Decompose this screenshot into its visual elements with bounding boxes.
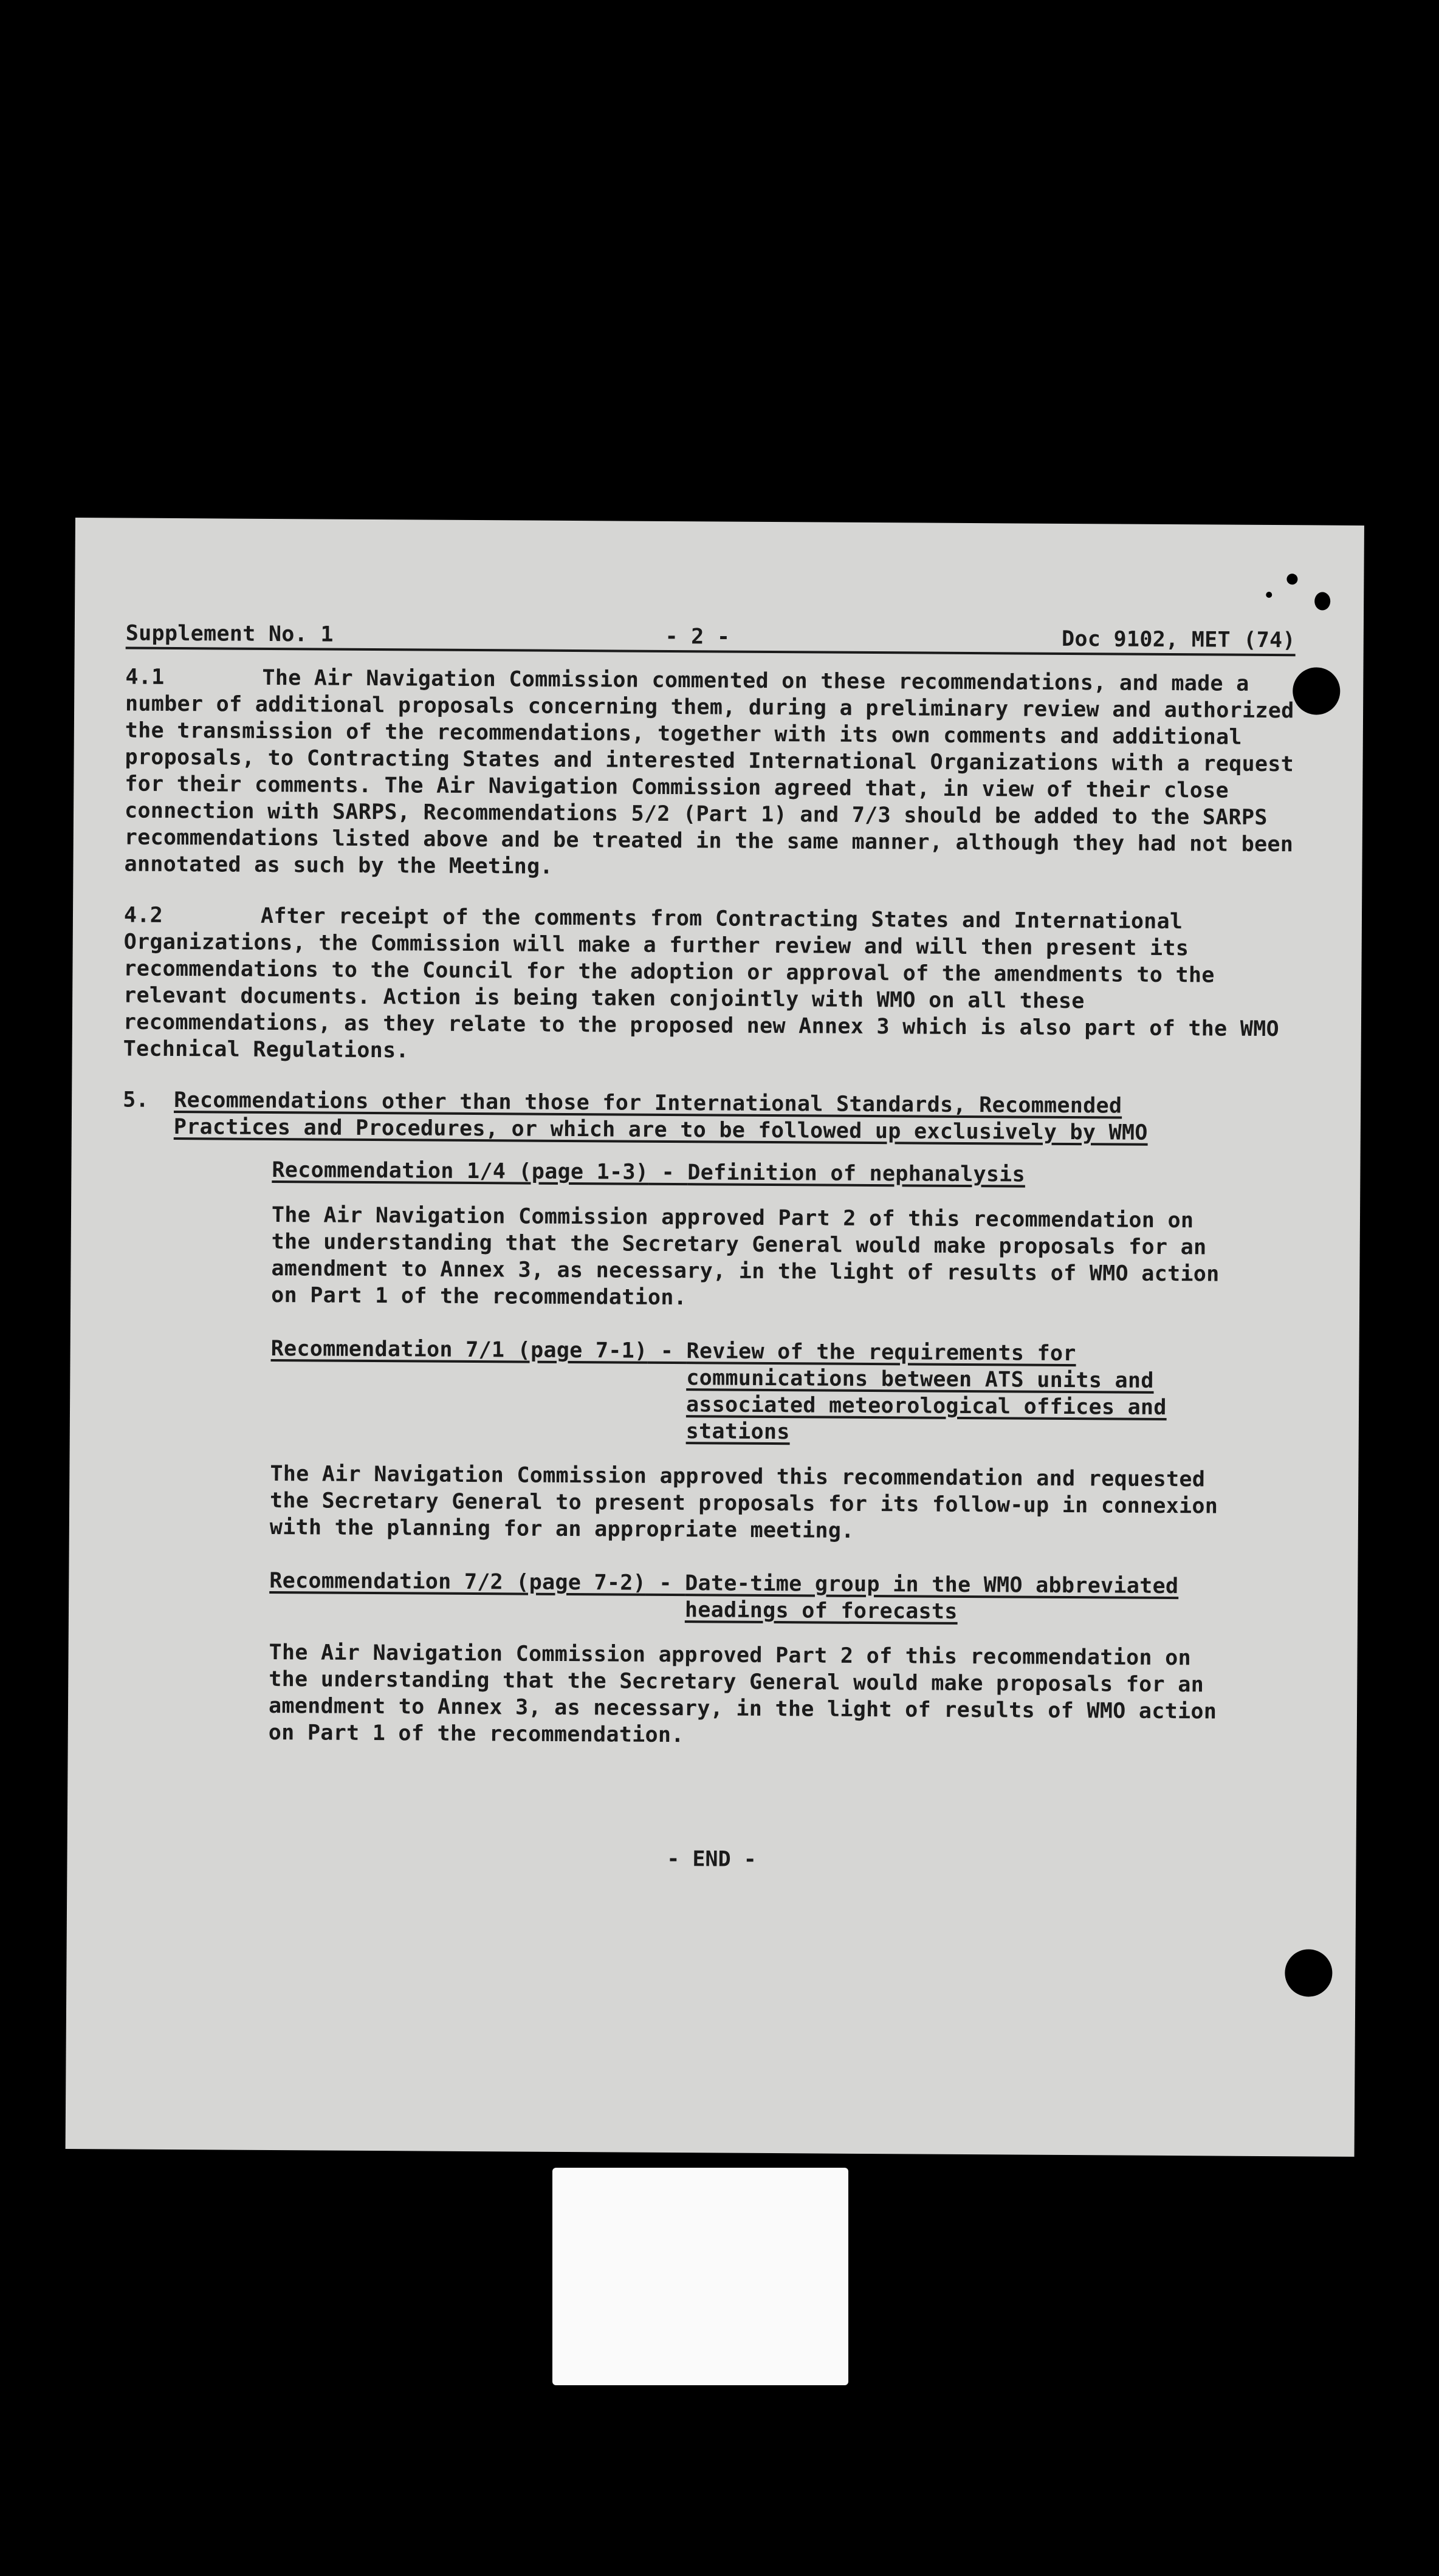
page-header: [126, 620, 1296, 657]
recommendation-heading: Recommendation 7/2 (page 7-2) - Date-time group in the WMO abbreviated headings of forecasts: [269, 1567, 1266, 1627]
recommendation-code: Recommendation 7/1 (page 7-1): [270, 1336, 648, 1363]
recommendation-code: Recommendation 7/2 (page 7-2): [269, 1568, 647, 1595]
recommendation-body: The Air Navigation Commission approved this recommendation and requested the Secretary General to present proposals for its follow-up in connexion with the planning for an appropriate meeting.: [269, 1461, 1218, 1543]
paragraph-number: 4.2: [123, 903, 163, 928]
recommendation-body: The Air Navigation Commission approved Part 2 of this recommendation on the understanding that the Secretary General would make proposals for an amendment to Annex 3, as necessary, in the light of results of WMO action on Part 1 of the recommendation.: [268, 1640, 1217, 1748]
paragraph-text: After receipt of the comments from Contracting States and International Organizations, the Commission will make a further review and will then present its recommendations to the Council for the adoption or approval of the amendments to the relevant documents. Action is being taken conjointly with WMO on all these recommendations, as they relate to the proposed new Annex 3 which is also part of the WMO Technical Regulations.: [123, 903, 1280, 1063]
recommendation-heading: Recommendation 7/1 (page 7-1) - Review of the requirements for communications between ATS units and associated meteorological offices and stations: [270, 1335, 1268, 1448]
recommendation-7-1: [270, 1335, 1268, 1547]
paragraph-number: 4.1: [125, 665, 165, 690]
recommendation-subject: Review of the requirements for communications between ATS units and associated meteorological offices and stations: [685, 1339, 1167, 1445]
section-5-heading: [123, 1086, 1293, 1147]
blank-target-card: [552, 2168, 848, 2385]
header-doc-ref: Doc 9102, MET (74): [1061, 626, 1296, 653]
recommendation-body: The Air Navigation Commission approved Part 2 of this recommendation on the understanding that the Secretary General would make proposals for an amendment to Annex 3, as necessary, in the light of results of WMO action on Part 1 of the recommendation.: [271, 1202, 1220, 1310]
paragraph-4-2: [123, 902, 1294, 1070]
section-number: 5.: [123, 1088, 149, 1112]
recommendation-subject: Date-time group in the WMO abbreviated headings of forecasts: [684, 1571, 1179, 1624]
dust-speck: [1286, 574, 1297, 584]
document-text: [118, 620, 1296, 1780]
header-page-number: - 2 -: [665, 624, 730, 649]
section-title: Recommendations other than those for International Standards, Recommended Practices and Procedures, or which are to be followed up exclusively by WMO: [173, 1088, 1148, 1145]
dust-speck: [1314, 592, 1330, 610]
header-supplement: Supplement No. 1: [125, 621, 334, 647]
end-marker: - END -: [667, 1846, 757, 1872]
punch-hole: [1285, 1949, 1332, 1996]
recommendation-1-4: [271, 1157, 1268, 1315]
recommendation-heading: Recommendation 1/4 (page 1-3) - Definition of nephanalysis: [272, 1157, 1026, 1187]
paragraph-4-1: [124, 664, 1295, 885]
recommendation-subject: Definition of nephanalysis: [687, 1160, 1026, 1187]
dust-speck: [1266, 592, 1272, 598]
recommendation-code: Recommendation 1/4 (page 1-3): [272, 1157, 649, 1185]
punch-hole: [1293, 667, 1340, 714]
paragraph-text: The Air Navigation Commission commented on these recommendations, and made a number of additional proposals concerning them, during a preliminary review and authorized the transmission of the recommendations, together with its own comments and additional proposals, to Contracting States and interested International Organizations with a request for their comments. The Air Navigation Commission agreed that, in view of their close connection with SARPS, Recommendations 5/2 (Part 1) and 7/3 should be added to the SARPS recommendations listed above and be treated in the same manner, although they had not been annotated as such by the Meeting.: [124, 665, 1294, 879]
recommendation-7-2: [269, 1567, 1266, 1752]
document-page: [66, 518, 1364, 2157]
